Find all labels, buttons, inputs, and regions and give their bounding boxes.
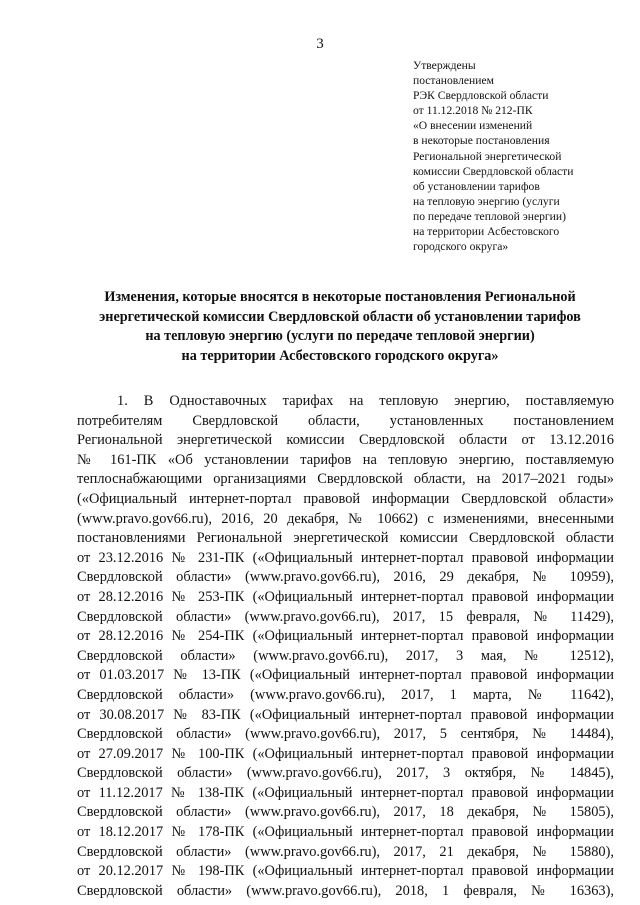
approval-stamp [413,58,628,254]
body-line: № 161-ПК «Об установлении тарифов на тепловую энергию, поставляемую [77,451,614,468]
body-line: Свердловской области» (www.pravo.gov66.ru), 2017, 5 сентября, № 14484), [77,726,614,743]
document-body [77,392,614,901]
approval-line: об установлении тарифов [413,179,540,193]
title-line: энергетической комиссии Свердловской области об установлении тарифов [99,308,581,325]
body-line: Свердловской области» (www.pravo.gov66.ru), 2017, 3 мая, № 12512), [77,647,614,664]
body-line: Свердловской области» (www.pravo.gov66.ru), 2018, 1 февраля, № 16363), [77,882,614,899]
approval-line: постановлением [413,74,494,88]
body-line: теплоснабжающими организациями Свердловской области, на 2017–2021 годы» [77,471,614,488]
title-line: на территории Асбестовского городского округа» [181,347,499,364]
body-line: от 11.12.2017 № 138-ПК («Официальный интернет-портал правовой информации [77,784,614,801]
page-number: 3 [316,36,324,52]
document-title [60,288,620,366]
body-line: потребителям Свердловской области, установленных постановлением [77,412,614,429]
body-line: от 01.03.2017 № 13-ПК («Официальный интернет-портал правовой информации [77,667,614,684]
body-line: от 30.08.2017 № 83-ПК («Официальный интернет-портал правовой информации [77,706,614,723]
body-line: Свердловской области» (www.pravo.gov66.ru), 2017, 21 декабря, № 15880), [77,843,614,860]
approval-line: Утверждены [413,59,476,72]
approval-line: от 11.12.2018 № 212-ПК [413,104,533,118]
body-line: Свердловской области» (www.pravo.gov66.ru), 2017, 3 октября, № 14845), [77,765,614,782]
body-line: от 18.12.2017 № 178-ПК («Официальный интернет-портал правовой информации [77,824,614,841]
approval-line: РЭК Свердловской области [413,89,549,103]
approval-line: комиссии Свердловской области [413,164,574,178]
body-line: 1. В Одноставочных тарифах на тепловую энергию, поставляемую [117,393,614,409]
approval-line: Региональной энергетической [413,149,562,163]
approval-line: на тепловую энергию (услуги [413,194,560,208]
body-line: (www.pravo.gov66.ru), 2016, 20 декабря, № 10662) с изменениями, внесенными [77,510,614,527]
body-line: от 23.12.2016 № 231-ПК («Официальный интернет-портал правовой информации [77,549,614,566]
body-line: Свердловской области» (www.pravo.gov66.ru), 2017, 1 марта, № 11642), [77,686,614,703]
body-line: постановлениями Региональной энергетической комиссии Свердловской области [77,530,614,547]
body-line: от 27.09.2017 № 100-ПК («Официальный интернет-портал правовой информации [77,745,614,762]
title-line: на тепловую энергию (услуги по передаче тепловой энергии) [145,328,535,345]
title-line: Изменения, которые вносятся в некоторые постановления Региональной [104,289,576,305]
approval-line: городского округа» [413,240,509,254]
body-line: от 20.12.2017 № 198-ПК («Официальный интернет-портал правовой информации [77,863,614,880]
approval-line: на территории Асбестовского [413,225,560,239]
body-line: Свердловской области» (www.pravo.gov66.ru), 2017, 18 декабря, № 15805), [77,804,614,821]
body-line: от 28.12.2016 № 253-ПК («Официальный интернет-портал правовой информации [77,588,614,605]
body-line: Региональной энергетической комиссии Свердловской области от 13.12.2016 [77,432,614,449]
body-line: («Официальный интернет-портал правовой информации Свердловской области» [77,490,614,507]
approval-line: по передаче тепловой энергии) [413,209,566,223]
body-line: Свердловской области» (www.pravo.gov66.ru), 2017, 15 февраля, № 11429), [77,608,614,625]
approval-line: в некоторые постановления [413,134,550,148]
body-line: от 28.12.2016 № 254-ПК («Официальный интернет-портал правовой информации [77,628,614,645]
approval-line: «О внесении изменений [413,119,533,133]
body-line: Свердловской области» (www.pravo.gov66.ru), 2016, 29 декабря, № 10959), [77,569,614,586]
